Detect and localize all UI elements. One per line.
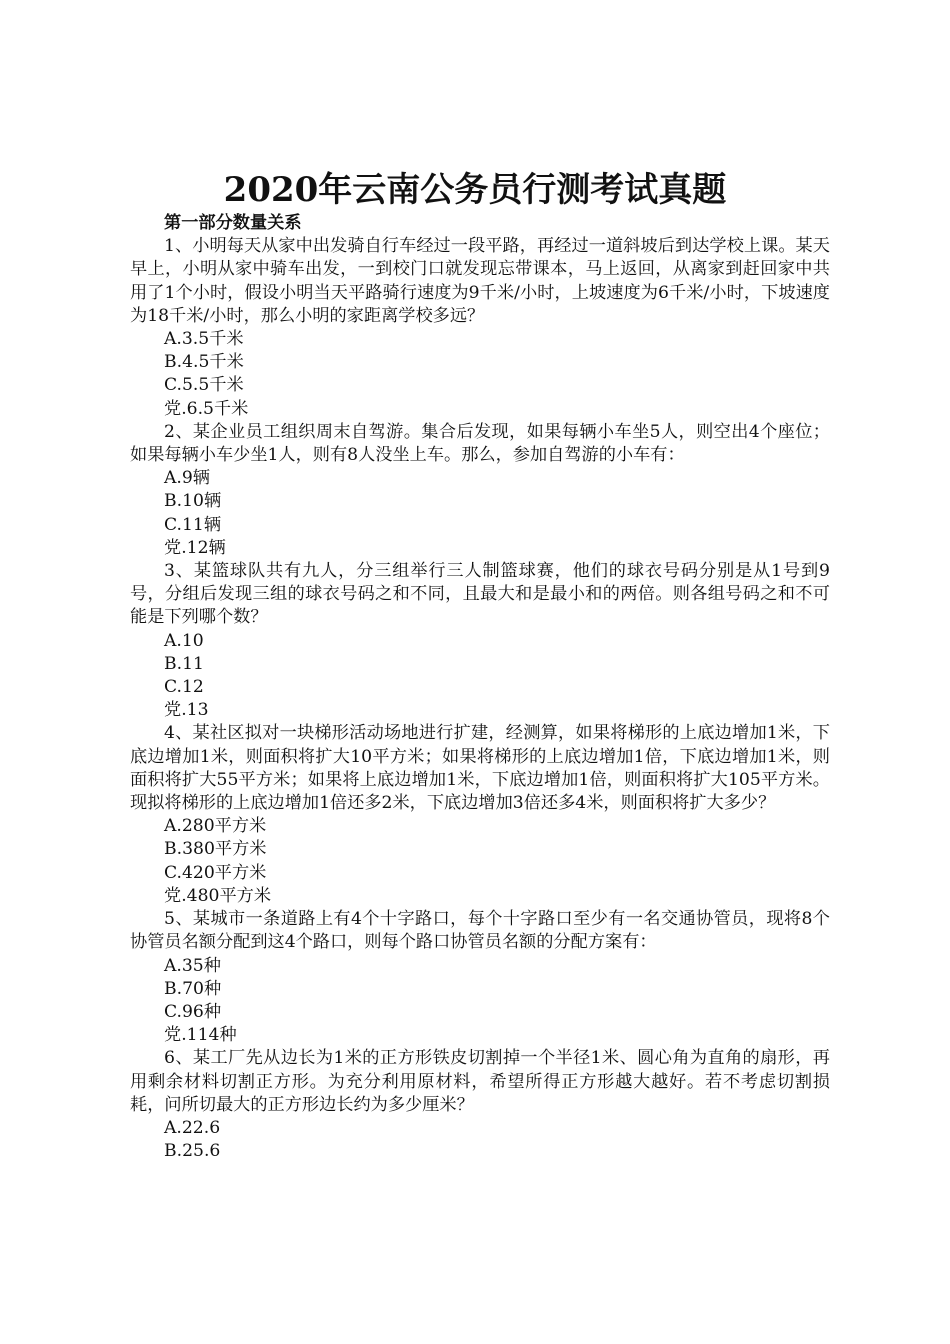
- option-a: A.35种: [164, 955, 221, 976]
- question-4: [130, 722, 830, 908]
- section-heading: 第一部分数量关系: [164, 213, 302, 233]
- question-stem: 3、某篮球队共有九人，分三组举行三人制篮球赛，他们的球衣号码分别是从1号到9号，分组后发现三组的球衣号码之和不同，且最大和是最小和的两倍。则各组号码之和不可能是下列哪个数？: [130, 561, 830, 628]
- question-stem: 1、小明每天从家中出发骑自行车经过一段平路，再经过一道斜坡后到达学校上课。某天早上，小明从家中骑车出发，一到校门口就发现忘带课本，马上返回，从离家到赶回家中共用了1个小时，假设小明当天平路骑行速度为9千米/小时，上坡速度为6千米/小时，下坡速度为18千米/小时，那么小明的家距离学校多远？: [130, 236, 830, 326]
- option-b: B.10辆: [164, 491, 222, 512]
- question-6: [130, 1047, 830, 1163]
- question-3: [130, 560, 830, 722]
- question-stem: 4、某社区拟对一块梯形活动场地进行扩建，经测算，如果将梯形的上底边增加1米，下底边增加1米，则面积将扩大10平方米；如果将梯形的上底边增加1倍，下底边增加1米，则面积将扩大55平方米；如果将上底边增加1米，下底边增加1倍，则面积将扩大105平方米。现拟将梯形的上底边增加1倍还多2米，下底边增加3倍还多4米，则面积将扩大多少？: [130, 723, 830, 814]
- option-b: B.4.5千米: [164, 352, 244, 373]
- question-stem: 2、某企业员工组织周末自驾游。集合后发现，如果每辆小车坐5人，则空出4个座位；如果每辆小车少坐1人，则有8人没坐上车。那么，参加自驾游的小车有：: [130, 421, 830, 466]
- option-d: 党.114种: [164, 1025, 237, 1046]
- question-stem: 5、某城市一条道路上有4个十字路口，每个十字路口至少有一名交通协管员，现将8个协管员名额分配到这4个路口，则每个路口协管员名额的分配方案有：: [130, 909, 830, 953]
- question-5: [130, 908, 830, 1047]
- question-1: [130, 235, 830, 421]
- option-a: A.280平方米: [164, 816, 267, 837]
- question-stem: 6、某工厂先从边长为1米的正方形铁皮切割掉一个半径1米、圆心角为直角的扇形，再用剩余材料切割正方形。为充分利用原材料，希望所得正方形越大越好。若不考虑切割损耗，问所切最大的正方形边长约为多少厘米？: [130, 1048, 830, 1115]
- option-c: C.5.5千米: [164, 375, 244, 396]
- option-c: C.96种: [164, 1001, 222, 1022]
- document-title: 2020年云南公务员行测考试真题: [223, 170, 727, 210]
- option-d: 党.13: [164, 700, 209, 721]
- option-b: B.25.6: [164, 1141, 221, 1162]
- option-b: B.380平方米: [164, 839, 267, 860]
- question-2: [130, 421, 830, 560]
- option-c: C.12: [164, 677, 204, 698]
- option-d: 党.6.5千米: [164, 398, 249, 419]
- option-a: A.3.5千米: [164, 329, 244, 350]
- option-c: C.11辆: [164, 514, 222, 535]
- document-body: [130, 212, 830, 1163]
- option-a: A.10: [164, 630, 204, 651]
- option-d: 党.480平方米: [164, 885, 272, 906]
- option-b: B.11: [164, 653, 204, 674]
- option-a: A.9辆: [164, 468, 210, 489]
- option-d: 党.12辆: [164, 537, 226, 558]
- option-a: A.22.6: [164, 1117, 221, 1138]
- option-c: C.420平方米: [164, 862, 267, 883]
- option-b: B.70种: [164, 978, 222, 999]
